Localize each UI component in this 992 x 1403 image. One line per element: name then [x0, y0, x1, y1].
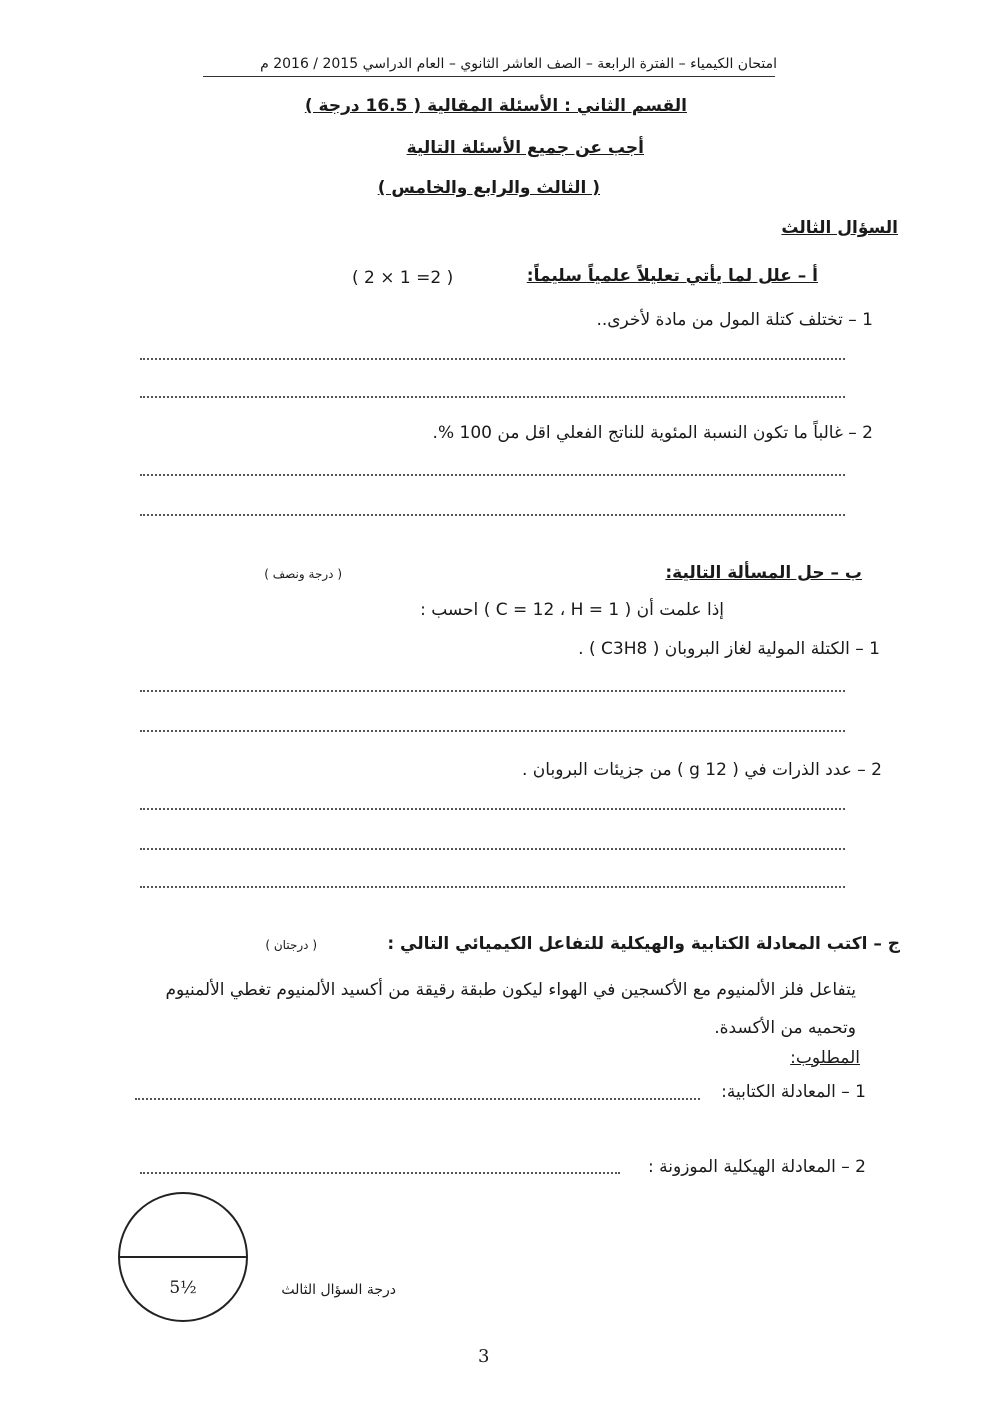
part-a-item-2: 2 – غالباً ما تكون النسبة المئوية للناتج الفعلي اقل من 100 %.	[432, 423, 873, 443]
part-a-marks: ( 2 × 1 =2 )	[352, 268, 454, 288]
answer-line	[140, 1172, 620, 1174]
score-circle	[118, 1192, 248, 1322]
answer-line	[140, 474, 845, 476]
part-c-heading: ج – اكتب المعادلة الكتابية والهيكلية للتفاعل الكيميائي التالي :	[387, 934, 900, 954]
section-title: القسم الثاني : الأسئلة المقالية ( 16.5 درجة )	[304, 96, 687, 116]
part-c-required: المطلوب:	[790, 1048, 860, 1068]
answer-line	[140, 808, 845, 810]
part-b-given: إذا علمت أن ( C = 12 ، H = 1 ) احسب :	[420, 600, 724, 620]
score-divider	[120, 1256, 246, 1258]
answer-line	[140, 690, 845, 692]
part-a-heading: أ – علل لما يأتي تعليلاً علمياً سليماً:	[526, 266, 818, 286]
page-number: 3	[478, 1346, 490, 1367]
answer-line	[140, 396, 845, 398]
answer-line	[140, 514, 845, 516]
part-b-item-1: 1 – الكتلة المولية لغاز البروبان ( C3H8 ) .	[578, 639, 880, 659]
answer-line	[140, 730, 845, 732]
exam-header-line: امتحان الكيمياء – الفترة الرابعة – الصف العاشر الثانوي – العام الدراسي 2015 / 2016 م	[260, 56, 777, 72]
header-rule	[203, 76, 775, 77]
part-c-item-1: 1 – المعادلة الكتابية:	[721, 1082, 866, 1102]
part-b-marks: ( درجة ونصف )	[264, 567, 342, 581]
score-value: 5½	[169, 1278, 197, 1298]
part-b-item-2: 2 – عدد الذرات في ( 12 g ) من جزيئات البروبان .	[522, 760, 882, 780]
part-c-item-2: 2 – المعادلة الهيكلية الموزونة :	[648, 1157, 866, 1177]
answer-line	[135, 1098, 700, 1100]
instruction-line: أجب عن جميع الأسئلة التالية	[406, 138, 644, 158]
part-a-item-1: 1 – تختلف كتلة المول من مادة لأخرى..	[596, 310, 873, 330]
question-3-title: السؤال الثالث	[781, 218, 898, 238]
score-label: درجة السؤال الثالث	[281, 1282, 396, 1298]
part-c-text-line-2: وتحميه من الأكسدة.	[714, 1018, 856, 1038]
part-c-text-line-1: يتفاعل فلز الألمنيوم مع الأكسجين في الهواء ليكون طبقة رقيقة من أكسيد الألمنيوم تغطي الألمنيوم	[165, 980, 856, 1000]
answer-line	[140, 358, 845, 360]
part-b-heading: ب – حل المسألة التالية:	[665, 563, 862, 583]
questions-note: ( الثالث والرابع والخامس )	[377, 178, 600, 198]
answer-line	[140, 886, 845, 888]
answer-line	[140, 848, 845, 850]
part-c-marks: ( درجتان )	[265, 938, 317, 952]
